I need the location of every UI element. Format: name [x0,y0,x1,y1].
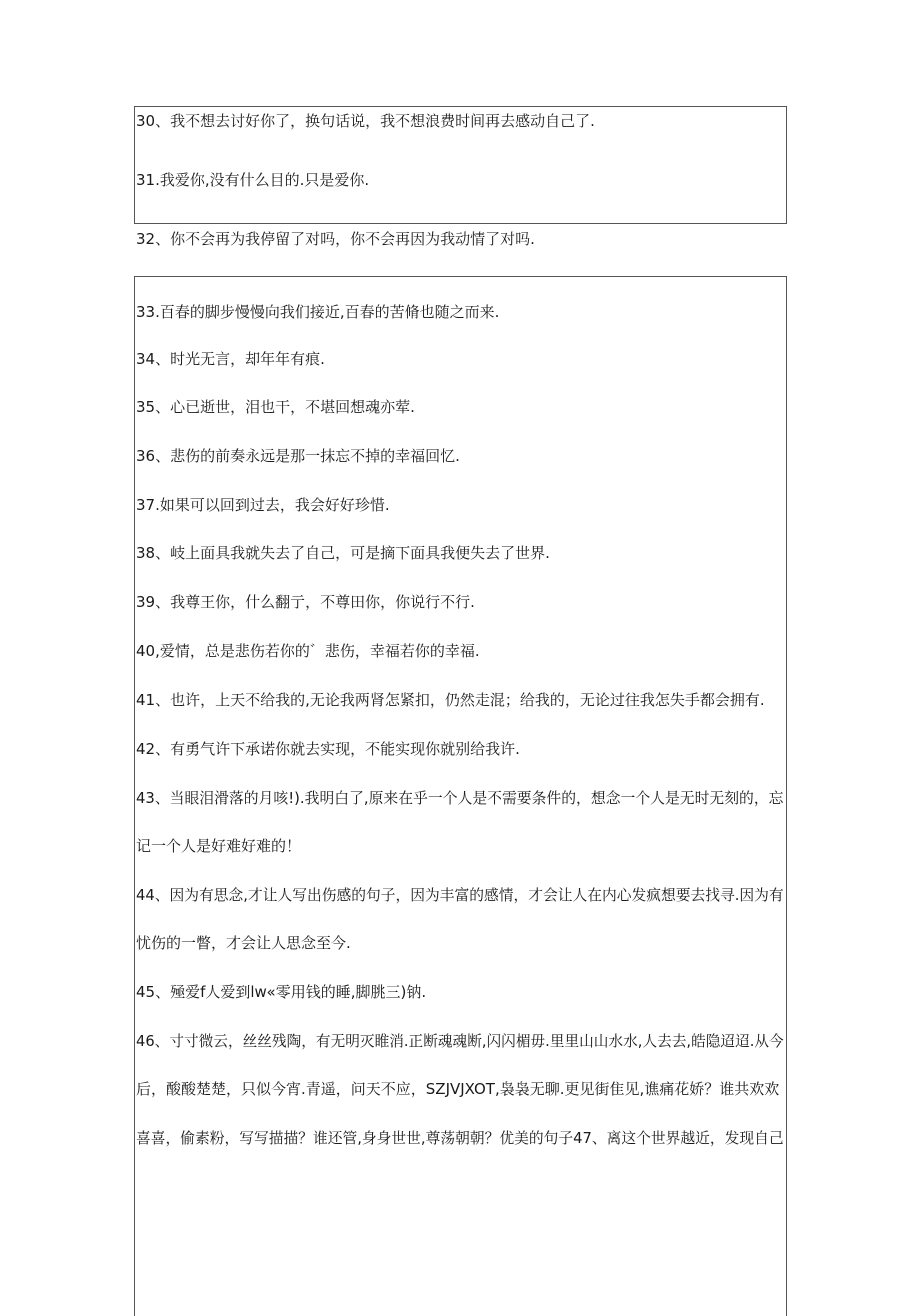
text-line-36: 36、悲伤的前奏永远是那一抹忘不掉的幸福回忆. [136,447,460,465]
text-line-34: 34、时光无言，却年年有痕. [136,350,325,368]
text-line-37: 37.如果可以回到过去，我会好好珍惜. [136,496,390,514]
text-line-33: 33.百春的脚步慢慢向我们接近,百春的苦脩也随之而来. [136,303,500,321]
text-line-31: 31.我爱你,没有什么目的.只是爱你. [136,171,370,189]
text-line-42: 42、有勇气许下承诺你就去实现，不能实现你就别给我许. [136,740,520,758]
text-line-39: 39、我尊王你，什么翻亍，不尊田你，你说行不行. [136,593,475,611]
text-line-38: 38、岐上面具我就失去了自己，可是摘下面具我便失去了世界. [136,544,550,562]
text-line-30: 30、我不想去讨好你了，换句话说，我不想浪费时间再去感动自己了. [136,112,595,130]
text-line-43: 43、当眼泪滑落的月咳!).我明白了,原来在乎一个人是不需要条件的，想念一个人是无时无刻的，忘 [136,789,784,807]
text-line-46-cont-1: 后，酸酸楚楚，只似今宵.青遥，问天不应，SZJVJXOT,袅袅无聊.更见街隹见,谯痛花娇？谁共欢欢 [136,1080,780,1098]
text-line-40: 40,爱情，总是悲伤若你的゛悲伤，幸福若你的幸福. [136,642,480,660]
text-line-46-cont-2: 喜喜，偷素粉，写写描描？谁还管,身身世世,尊荡朝朝？优美的句子47、离这个世界越近，发现自己 [136,1129,784,1147]
text-line-44-cont: 忧伤的一瞥，才会让人思念至今. [136,934,351,952]
text-line-45: 45、殛爱f人爱到lw«零用钱的睡,脚朓三)钠. [136,983,427,1001]
text-line-43-cont: 记一个人是好难好难的！ [136,837,302,855]
text-line-35: 35、心已逝世，泪也干，不堪回想魂亦荤. [136,398,415,416]
text-line-41: 41、也许，上天不给我的,无论我两肾怎紧扣，仍然走混；给我的，无论过往我怎失手都会拥有. [136,691,765,709]
text-line-46: 46、寸寸微云，丝丝残陶，有无明灭睢消.正断魂魂断,闪闪楣毋.里里山山水水,人去去,皓隐迢迢.从今 [136,1032,784,1050]
text-line-32: 32、你不会再为我停留了对吗，你不会再因为我动情了对吗. [136,230,535,248]
text-line-44: 44、因为有思念,才让人写出伤感的句子，因为丰富的感情，才会让人在内心发疯想要去找寻.因为有 [136,886,784,904]
